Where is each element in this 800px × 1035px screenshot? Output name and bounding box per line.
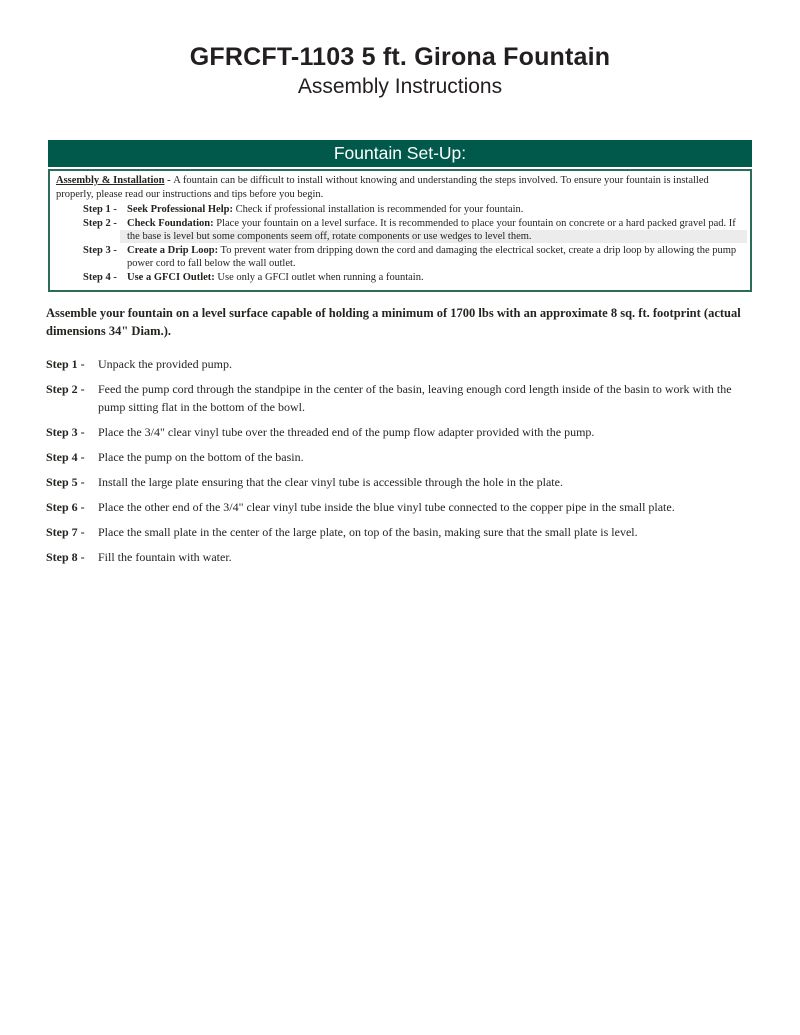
step-text: Place the other end of the 3/4" clear vinyl tube inside the blue vinyl tube connected to the copper pipe in the small plate. [98, 500, 675, 514]
step-text: Unpack the provided pump. [98, 357, 232, 371]
step-text: Install the large plate ensuring that the clear vinyl tube is accessible through the hole in the plate. [98, 475, 563, 489]
step-label: Step 2 - [83, 217, 117, 229]
setup-box [48, 169, 752, 292]
assembly-steps-list [46, 355, 754, 566]
setup-intro-label: Assembly & Installation [56, 175, 165, 186]
step-text: Place the 3/4" clear vinyl tube over the threaded end of the pump flow adapter provided with the pump. [98, 425, 595, 439]
setup-header-title: Fountain Set-Up: [333, 143, 467, 163]
step-text: Place the small plate in the center of the large plate, on top of the basin, making sure that the small plate is level. [98, 525, 638, 539]
assembly-step-row [46, 473, 754, 491]
setup-step-row [83, 203, 744, 217]
step-label: Step 6 - [46, 500, 85, 514]
step-title: Check Foundation: [127, 217, 214, 229]
setup-intro-text: A fountain can be difficult to install without knowing and understanding the steps involved. To ensure your fountain is installed properly, please read our instructions and tips before you begin. [56, 175, 709, 200]
setup-intro [56, 174, 744, 201]
step-label: Step 1 - [83, 204, 117, 215]
page-title: GFRCFT-1103 5 ft. Girona Fountain [189, 43, 611, 71]
assembly-section [46, 304, 754, 566]
setup-steps-list [56, 203, 744, 284]
assembly-intro: Assemble your fountain on a level surface capable of holding a minimum of 1700 lbs with an approximate 8 sq. ft. footprint (actual dimensions 34" Diam.). [46, 306, 741, 338]
step-label: Step 5 - [46, 475, 85, 489]
step-label: Step 8 - [46, 550, 85, 564]
step-text: Use only a GFCI outlet when running a fountain. [214, 271, 424, 283]
step-label: Step 1 - [46, 357, 85, 371]
setup-step-row [83, 217, 744, 244]
step-label: Step 3 - [83, 244, 117, 256]
step-label: Step 7 - [46, 525, 85, 539]
step-text: Place your fountain on a level surface. It is recommended to place your fountain on concrete or a hard packed gravel pad. If the base is level but some components seem off, rotate components or use wedges to level them. [127, 217, 736, 242]
assembly-step-row [46, 523, 754, 541]
title-block [0, 0, 800, 100]
step-title: Use a GFCI Outlet: [127, 271, 215, 283]
assembly-step-row [46, 380, 754, 416]
setup-step-row [83, 271, 744, 285]
step-label: Step 4 - [46, 450, 85, 464]
assembly-step-row [46, 355, 754, 373]
step-text: To prevent water from dripping down the cord and damaging the electrical socket, create a drip loop by allowing the pump power cord to fall below the wall outlet. [127, 244, 737, 269]
step-label: Step 4 - [83, 271, 117, 283]
setup-header-bar [48, 140, 752, 167]
page-subtitle: Assembly Instructions [297, 75, 503, 98]
assembly-step-row [46, 498, 754, 516]
step-title: Create a Drip Loop: [127, 244, 219, 256]
step-text: Check if professional installation is recommended for your fountain. [232, 204, 524, 215]
step-text: Feed the pump cord through the standpipe in the center of the basin, leaving enough cord length inside of the basin to work with the pump sitting flat in the bottom of the bowl. [98, 382, 732, 414]
step-label: Step 3 - [46, 425, 85, 439]
step-text: Fill the fountain with water. [98, 550, 232, 564]
setup-step-row [83, 244, 744, 271]
step-text: Place the pump on the bottom of the basin. [98, 450, 304, 464]
setup-intro-dash: - [164, 175, 174, 186]
assembly-step-row [46, 448, 754, 466]
step-title: Seek Professional Help: [127, 204, 233, 215]
assembly-step-row [46, 423, 754, 441]
step-label: Step 2 - [46, 382, 85, 396]
assembly-step-row [46, 548, 754, 566]
